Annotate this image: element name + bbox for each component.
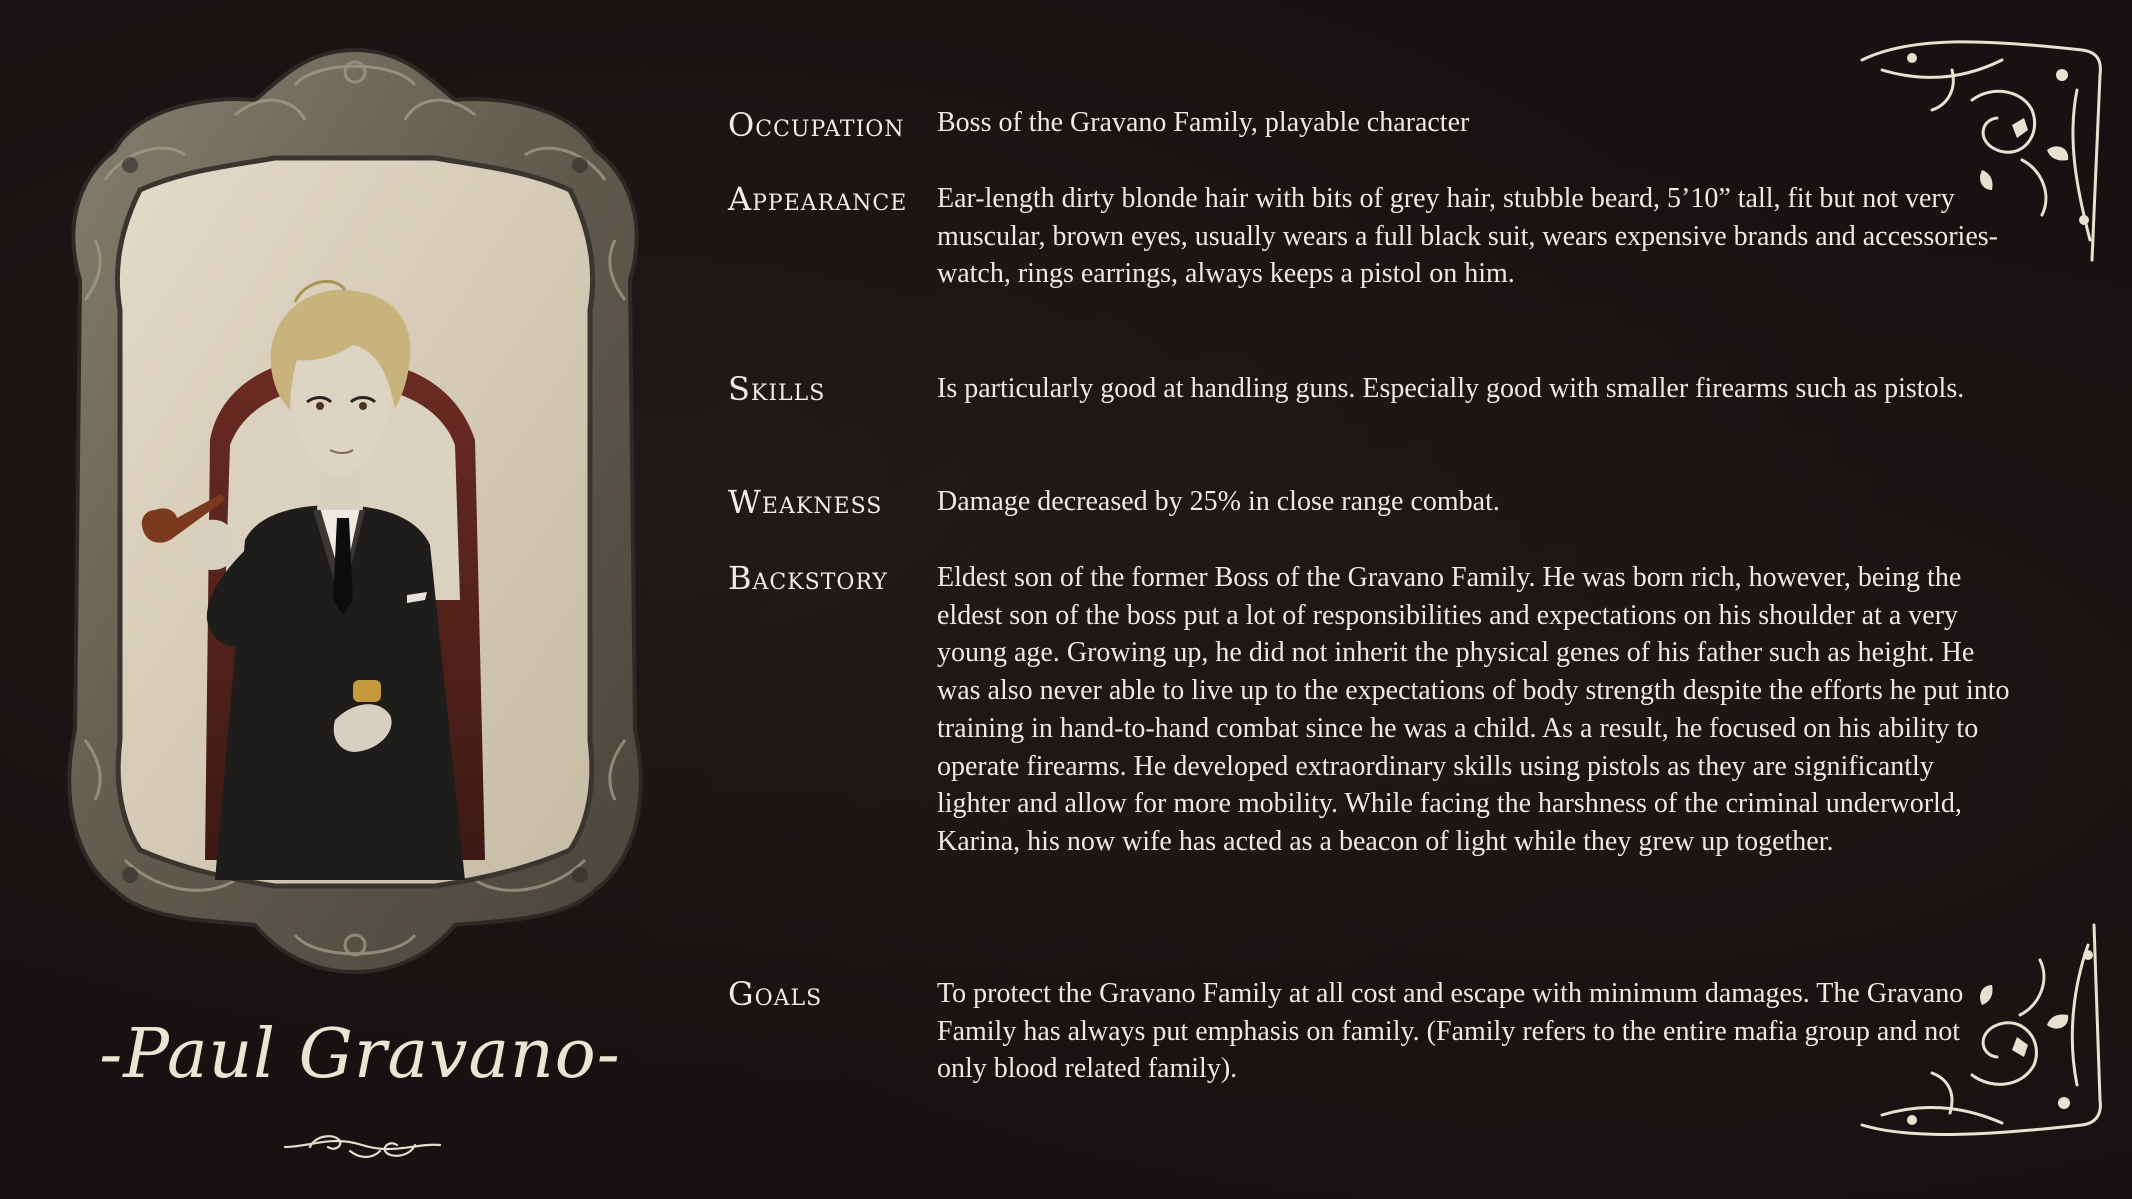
appearance-text: Ear-length dirty blonde hair with bits of grey hair, stubble beard, 5’10” tall, fit but not very muscular, brown eyes, usually wears a full black suit, wears expensive brands and accessories- watch, rings earrings, always keeps a pistol on him. <box>937 183 1998 290</box>
goals-text: To protect the Gravano Family at all cost and escape with minimum damages. The Gravano Family has always put emphasis on family. (Family refers to the entire mafia group and not only blood related family). <box>937 978 1964 1085</box>
goals-label: Goals <box>728 975 823 1013</box>
ornate-frame-illustration <box>35 40 675 980</box>
backstory-label: Backstory <box>728 559 888 597</box>
backstory-text: Eldest son of the former Boss of the Gravano Family. He was born rich, however, being the eldest son of the boss put a lot of responsibilities and expectations on his shoulder at a very young age. Growing up, he did not inherit the physical genes of his father such as height. He was also never able to live up to the expectations of body strength despite the efforts he put into training in hand-to-hand combat since he was a child. As a result, he focused on his ability to operate firearms. He developed extraordinary skills using pistols as they are significantly lighter and allow for more mobility. While facing the harshness of the criminal underworld, Karina, his now wife has acted as a beacon of light while they grew up together. <box>937 562 2010 857</box>
weakness-text: Damage decreased by 25% in close range combat. <box>937 486 1500 517</box>
weakness-label: Weakness <box>728 483 883 521</box>
skills-text: Is particularly good at handling guns. Especially good with smaller firearms such as pistols. <box>937 373 1965 404</box>
appearance-label: Appearance <box>728 180 908 218</box>
scroll-flourish-icon <box>280 1125 445 1165</box>
character-portrait <box>35 40 675 980</box>
character-name-title: -Paul Gravano- <box>99 1015 621 1094</box>
skills-label: Skills <box>728 370 826 408</box>
occupation-text: Boss of the Gravano Family, playable character <box>937 107 1470 138</box>
occupation-label: Occupation <box>728 106 905 144</box>
